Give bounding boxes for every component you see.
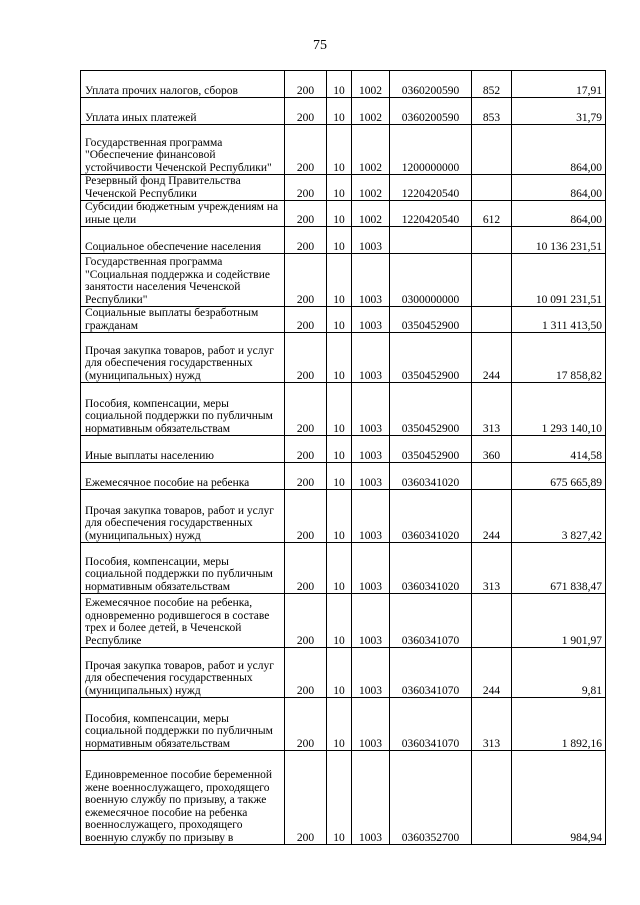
amount: 864,00 [512,175,606,201]
ministry-code: 200 [285,333,327,383]
expense-type-code: 313 [472,698,512,751]
row-name: Уплата прочих налогов, сборов [81,71,285,98]
amount: 9,81 [512,648,606,698]
expense-type-code [472,125,512,175]
table-row [81,383,606,436]
table-row [81,751,606,845]
subsection-code: 1003 [352,254,390,307]
table-row [81,648,606,698]
ministry-code: 200 [285,648,327,698]
section-code: 10 [327,490,352,543]
expense-type-code [472,254,512,307]
amount: 10 136 231,51 [512,227,606,254]
table-row [81,227,606,254]
subsection-code: 1002 [352,175,390,201]
section-code: 10 [327,333,352,383]
subsection-code: 1002 [352,201,390,227]
target-article-code [390,227,472,254]
section-code: 10 [327,383,352,436]
table-row [81,490,606,543]
section-code: 10 [327,751,352,845]
amount: 1 311 413,50 [512,307,606,333]
ministry-code: 200 [285,594,327,648]
ministry-code: 200 [285,71,327,98]
section-code: 10 [327,227,352,254]
row-name: Прочая закупка товаров, работ и услуг для обеспечения государственных (муниципальных) нужд [81,648,285,698]
target-article-code: 0350452900 [390,436,472,463]
expense-type-code [472,175,512,201]
expense-type-code [472,307,512,333]
row-name: Единовременное пособие беременной жене военнослужащего, проходящего военную службу по призыву, а также ежемесячное пособие на ребенка военнослужащего, проходящего военную службу по призыву в [81,751,285,845]
table-row [81,436,606,463]
ministry-code: 200 [285,543,327,594]
table-row [81,463,606,490]
ministry-code: 200 [285,307,327,333]
subsection-code: 1003 [352,463,390,490]
amount: 31,79 [512,98,606,125]
row-name: Пособия, компенсации, меры социальной поддержки по публичным нормативным обязательствам [81,698,285,751]
ministry-code: 200 [285,125,327,175]
target-article-code: 0360341020 [390,543,472,594]
expense-type-code: 852 [472,71,512,98]
amount: 17,91 [512,71,606,98]
section-code: 10 [327,125,352,175]
table-row [81,333,606,383]
section-code: 10 [327,71,352,98]
row-name: Прочая закупка товаров, работ и услуг для обеспечения государственных (муниципальных) нужд [81,490,285,543]
expense-type-code: 244 [472,648,512,698]
amount: 1 293 140,10 [512,383,606,436]
subsection-code: 1003 [352,490,390,543]
row-name: Государственная программа "Социальная поддержка и содействие занятости населения Чеченской Республики" [81,254,285,307]
amount: 10 091 231,51 [512,254,606,307]
expense-type-code: 313 [472,383,512,436]
amount: 864,00 [512,201,606,227]
row-name: Иные выплаты населению [81,436,285,463]
section-code: 10 [327,175,352,201]
row-name: Пособия, компенсации, меры социальной поддержки по публичным нормативным обязательствам [81,383,285,436]
subsection-code: 1002 [352,125,390,175]
expense-type-code [472,751,512,845]
expense-type-code: 313 [472,543,512,594]
table-row [81,71,606,98]
budget-table-body [81,71,606,845]
row-name: Ежемесячное пособие на ребенка [81,463,285,490]
table-row [81,307,606,333]
amount: 17 858,82 [512,333,606,383]
amount: 3 827,42 [512,490,606,543]
ministry-code: 200 [285,254,327,307]
ministry-code: 200 [285,463,327,490]
amount: 675 665,89 [512,463,606,490]
target-article-code: 0350452900 [390,307,472,333]
subsection-code: 1003 [352,436,390,463]
section-code: 10 [327,543,352,594]
target-article-code: 0360200590 [390,71,472,98]
section-code: 10 [327,463,352,490]
ministry-code: 200 [285,201,327,227]
table-row [81,201,606,227]
amount: 1 901,97 [512,594,606,648]
target-article-code: 1220420540 [390,201,472,227]
expense-type-code: 244 [472,333,512,383]
ministry-code: 200 [285,698,327,751]
target-article-code: 0360352700 [390,751,472,845]
subsection-code: 1003 [352,307,390,333]
section-code: 10 [327,254,352,307]
target-article-code: 0350452900 [390,383,472,436]
subsection-code: 1002 [352,98,390,125]
target-article-code: 1220420540 [390,175,472,201]
table-row [81,175,606,201]
target-article-code: 0360341070 [390,698,472,751]
ministry-code: 200 [285,98,327,125]
subsection-code: 1003 [352,383,390,436]
section-code: 10 [327,307,352,333]
section-code: 10 [327,436,352,463]
ministry-code: 200 [285,490,327,543]
target-article-code: 0360341070 [390,648,472,698]
expense-type-code: 612 [472,201,512,227]
target-article-code: 0360341020 [390,490,472,543]
ministry-code: 200 [285,436,327,463]
expense-type-code [472,227,512,254]
subsection-code: 1003 [352,698,390,751]
table-row [81,543,606,594]
expense-type-code: 360 [472,436,512,463]
expense-type-code [472,594,512,648]
table-row [81,698,606,751]
section-code: 10 [327,648,352,698]
row-name: Ежемесячное пособие на ребенка, одновременно родившегося в составе трех и более детей, в Чеченской Республике [81,594,285,648]
section-code: 10 [327,201,352,227]
subsection-code: 1003 [352,227,390,254]
ministry-code: 200 [285,751,327,845]
section-code: 10 [327,98,352,125]
subsection-code: 1002 [352,71,390,98]
row-name: Субсидии бюджетным учреждениям на иные цели [81,201,285,227]
target-article-code: 0360341070 [390,594,472,648]
subsection-code: 1003 [352,594,390,648]
section-code: 10 [327,594,352,648]
target-article-code: 0350452900 [390,333,472,383]
target-article-code: 1200000000 [390,125,472,175]
expense-type-code: 853 [472,98,512,125]
row-name: Социальные выплаты безработным гражданам [81,307,285,333]
amount: 864,00 [512,125,606,175]
subsection-code: 1003 [352,333,390,383]
page-number: 75 [313,38,327,53]
target-article-code: 0360341020 [390,463,472,490]
row-name: Пособия, компенсации, меры социальной поддержки по публичным нормативным обязательствам [81,543,285,594]
budget-table [80,70,606,845]
table-row [81,594,606,648]
subsection-code: 1003 [352,751,390,845]
amount: 1 892,16 [512,698,606,751]
ministry-code: 200 [285,175,327,201]
table-row [81,125,606,175]
table-row [81,254,606,307]
expense-type-code [472,463,512,490]
target-article-code: 0360200590 [390,98,472,125]
target-article-code: 0300000000 [390,254,472,307]
ministry-code: 200 [285,383,327,436]
row-name: Социальное обеспечение населения [81,227,285,254]
subsection-code: 1003 [352,543,390,594]
amount: 414,58 [512,436,606,463]
row-name: Уплата иных платежей [81,98,285,125]
section-code: 10 [327,698,352,751]
ministry-code: 200 [285,227,327,254]
amount: 671 838,47 [512,543,606,594]
table-row [81,98,606,125]
row-name: Государственная программа "Обеспечение финансовой устойчивости Чеченской Республики" [81,125,285,175]
row-name: Резервный фонд Правительства Чеченской Республики [81,175,285,201]
amount: 984,94 [512,751,606,845]
expense-type-code: 244 [472,490,512,543]
subsection-code: 1003 [352,648,390,698]
row-name: Прочая закупка товаров, работ и услуг для обеспечения государственных (муниципальных) нужд [81,333,285,383]
